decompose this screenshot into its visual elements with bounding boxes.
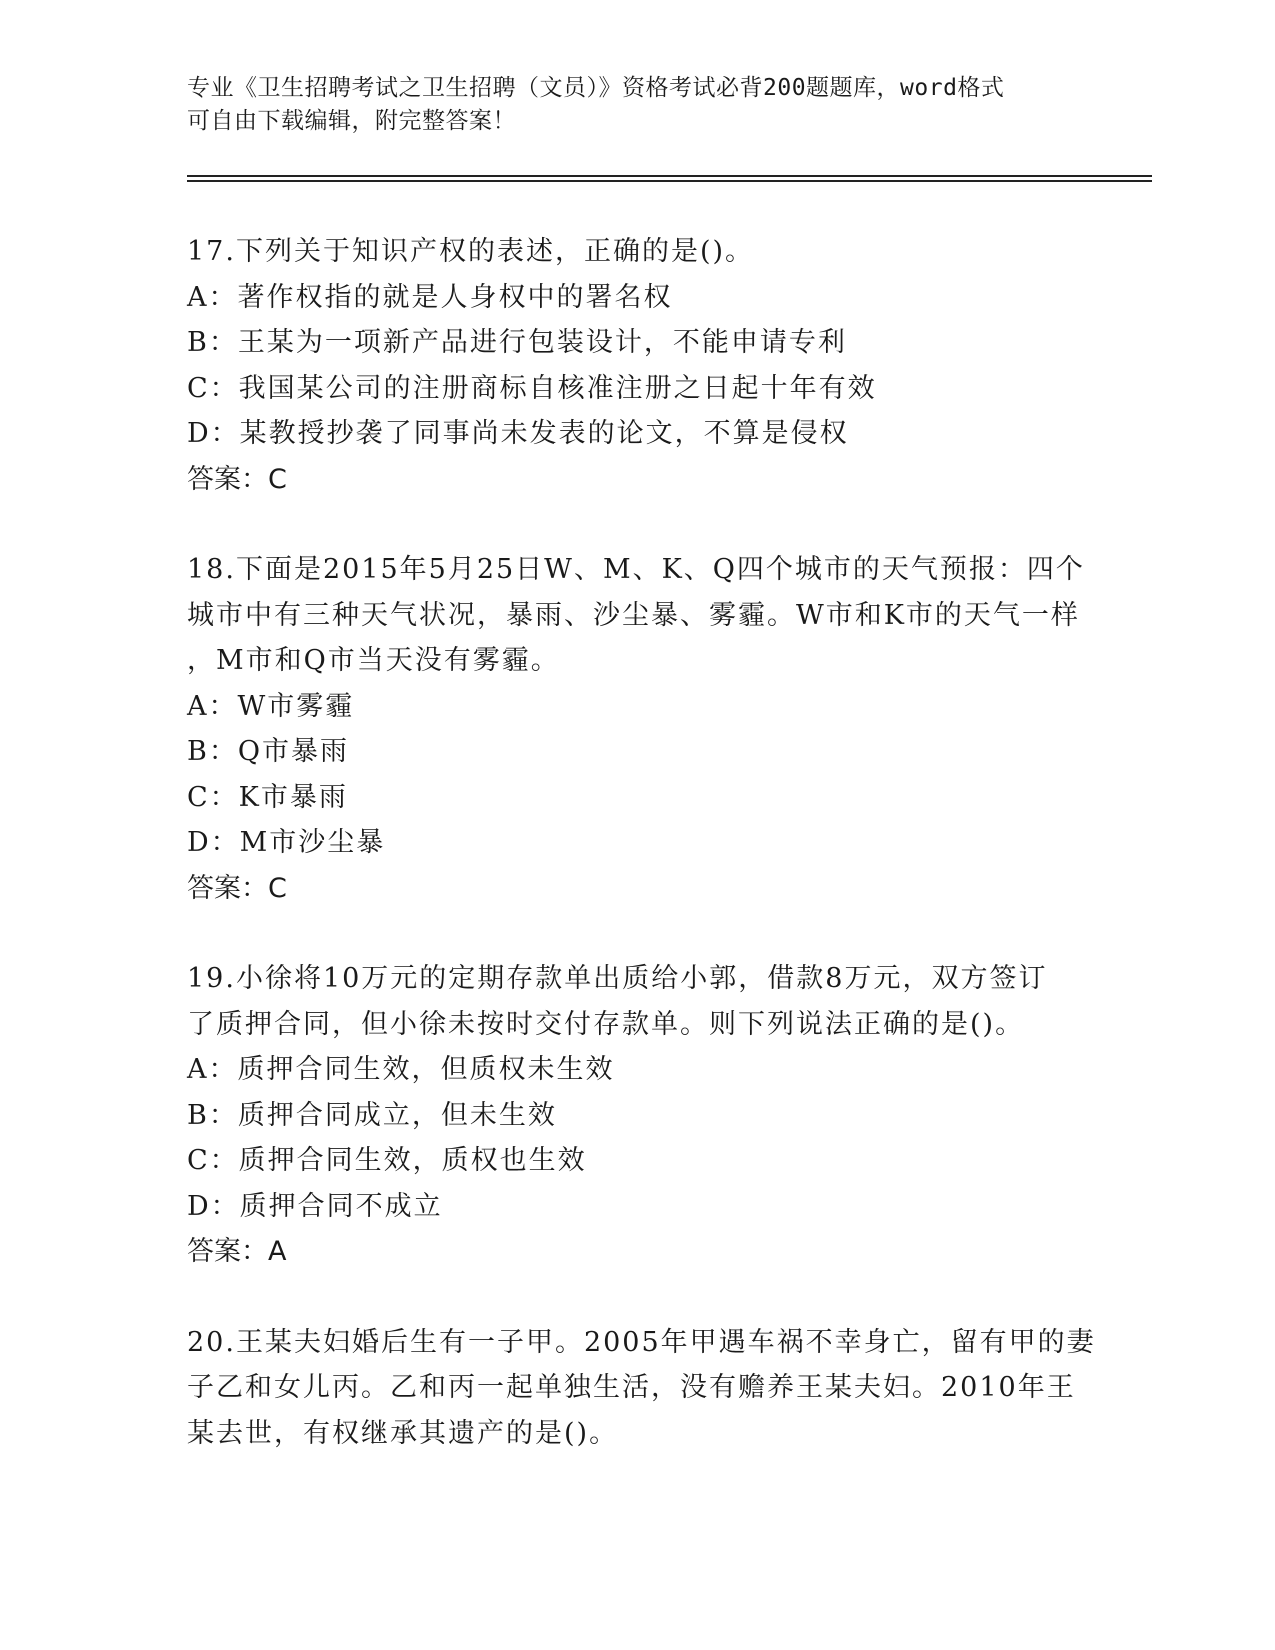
question-18 xyxy=(187,547,1087,911)
option-d: D：质押合同不成立 xyxy=(187,1190,443,1222)
question-spacer xyxy=(187,502,1087,547)
question-19 xyxy=(187,956,1087,1275)
question-stem-line: 17.下列关于知识产权的表述，正确的是()。 xyxy=(187,236,755,267)
question-stem-line: 城市中有三种天气状况，暴雨、沙尘暴、雾霾。W市和K市的天气一样 xyxy=(187,599,1080,631)
option-d: D：M市沙尘暴 xyxy=(187,827,386,858)
question-list xyxy=(187,229,1096,1456)
option-c: C：K市暴雨 xyxy=(187,781,348,813)
answer-line: 答案：C xyxy=(187,463,287,495)
header-rule-bottom xyxy=(187,180,1152,182)
question-stem-line: 19.小徐将10万元的定期存款单出质给小郭，借款8万元，双方签订 xyxy=(187,963,1048,994)
answer-line: 答案：A xyxy=(187,1236,287,1267)
option-c: C：我国某公司的注册商标自核准注册之日起十年有效 xyxy=(187,372,877,404)
option-a: A：W市雾霾 xyxy=(187,690,355,722)
question-spacer xyxy=(187,1275,1087,1320)
document-header xyxy=(187,72,1087,138)
option-a: A：著作权指的就是人身权中的署名权 xyxy=(187,281,673,313)
option-a: A：质押合同生效，但质权未生效 xyxy=(187,1054,615,1085)
option-d: D：某教授抄袭了同事尚未发表的论文，不算是侵权 xyxy=(187,418,849,449)
option-b: B：质押合同成立，但未生效 xyxy=(187,1099,557,1131)
option-b: B：王某为一项新产品进行包装设计，不能申请专利 xyxy=(187,327,847,358)
question-17 xyxy=(187,229,1087,502)
question-20 xyxy=(187,1320,1096,1457)
question-stem-line: ，M市和Q市当天没有雾霾。 xyxy=(187,645,560,676)
question-spacer xyxy=(187,911,1087,956)
option-c: C：质押合同生效，质权也生效 xyxy=(187,1145,587,1176)
question-stem-line: 20.王某夫妇婚后生有一子甲。2005年甲遇车祸不幸身亡，留有甲的妻 xyxy=(187,1326,1096,1358)
header-rule-top xyxy=(187,175,1152,177)
header-title-line-1: 专业《卫生招聘考试之卫生招聘（文员）》资格考试必背200题题库，word格式 xyxy=(187,75,1005,101)
question-stem-line: 了质押合同，但小徐未按时交付存款单。则下列说法正确的是()。 xyxy=(187,1008,1025,1040)
question-stem-line: 某去世，有权继承其遗产的是()。 xyxy=(187,1417,619,1449)
option-b: B：Q市暴雨 xyxy=(187,736,349,767)
answer-line: 答案：C xyxy=(187,872,287,904)
question-stem-line: 子乙和女儿丙。乙和丙一起单独生活，没有赡养王某夫妇。2010年王 xyxy=(187,1372,1076,1403)
header-title-line-2: 可自由下载编辑，附完整答案！ xyxy=(187,108,516,134)
question-stem-line: 18.下面是2015年5月25日W、M、K、Q四个城市的天气预报：四个 xyxy=(187,554,1085,585)
